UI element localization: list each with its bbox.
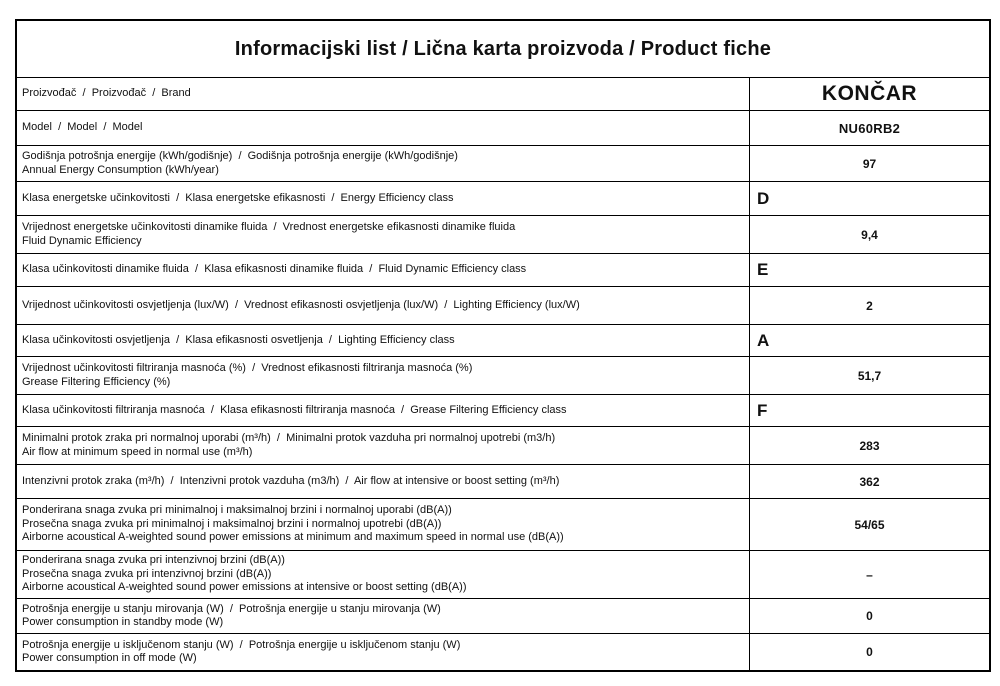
table-row-title: [17, 21, 989, 77]
label-line: Potrošnja energije u isključenom stanju (W) / Potrošnja energije u isključenom stanju (W): [22, 638, 461, 651]
table-row-model: [17, 110, 989, 145]
label-line: Prosečna snaga zvuka pri minimalnoj i maksimalnoj brzini i normalnoj upotrebi (dB(A)): [22, 517, 442, 530]
label-line: Potrošnja energije u stanju mirovanja (W) / Potrošnja energije u stanju mirovanja (W): [22, 602, 441, 615]
table-row-standby-power: [17, 598, 989, 633]
label-line: Klasa učinkovitosti osvjetljenja / Klasa efikasnosti osvetljenja / Lighting Efficiency class: [22, 333, 455, 346]
label-line: Fluid Dynamic Efficiency: [22, 234, 142, 247]
label-line: Intenzivni protok zraka (m³/h) / Intenzivni protok vazduha (m3/h) / Air flow at intensive or boost setting (m³/h): [22, 474, 560, 487]
product-fiche-table: [15, 19, 991, 672]
row-label: [17, 634, 749, 670]
label-line: Annual Energy Consumption (kWh/year): [22, 163, 219, 176]
row-label: [17, 78, 749, 110]
off-power-value: 0: [749, 634, 989, 670]
label-line: Airborne acoustical A-weighted sound power emissions at minimum and maximum speed in normal use (dB(A)): [22, 531, 564, 544]
table-row-fde-value: [17, 215, 989, 253]
fde-class-value: E: [749, 254, 989, 286]
table-row-lighting-value: [17, 286, 989, 324]
label-line: Air flow at minimum speed in normal use (m³/h): [22, 445, 253, 458]
label-line: Klasa energetske učinkovitosti / Klasa energetske efikasnosti / Energy Efficiency class: [22, 191, 454, 204]
table-row-energy-class: [17, 181, 989, 215]
sound-normal-value: 54/65: [749, 499, 989, 550]
row-label: [17, 325, 749, 356]
sound-intensive-value: –: [749, 551, 989, 598]
table-row-annual-energy: [17, 145, 989, 181]
label-line: Vrijednost učinkovitosti osvjetljenja (lux/W) / Vrednost efikasnosti osvjetljenja (lux/W) / Lighting Efficiency (lux/W): [22, 298, 580, 311]
table-row-lighting-class: [17, 324, 989, 356]
label-line: Ponderirana snaga zvuka pri intenzivnoj brzini (dB(A)): [22, 554, 285, 567]
row-label: [17, 146, 749, 181]
label-line: Proizvođač / Proizvođač / Brand: [22, 87, 191, 100]
lighting-value: 2: [749, 287, 989, 324]
label-line: Vrijednost energetske učinkovitosti dinamike fluida / Vrednost energetske efikasnosti dinamike fluida: [22, 221, 516, 233]
model-value: NU60RB2: [749, 111, 989, 145]
table-row-sound-intensive: [17, 550, 989, 598]
airflow-intensive-value: 362: [749, 465, 989, 498]
annual-energy-value: 97: [749, 146, 989, 181]
label-line: Minimalni protok zraka pri normalnoj uporabi (m³/h) / Minimalni protok vazduha pri normalnoj upotrebi (m3/h): [22, 432, 556, 444]
label-line: Vrijednost učinkovitosti filtriranja masnoća (%) / Vrednost efikasnosti filtriranja masnoća (%): [22, 362, 473, 374]
table-row-airflow-min: [17, 426, 989, 464]
energy-class-value: D: [749, 182, 989, 215]
label-line: Prosečna snaga zvuka pri intenzivnoj brzini (dB(A)): [22, 567, 272, 580]
table-row-off-power: [17, 633, 989, 670]
airflow-min-value: 283: [749, 427, 989, 464]
table-row-grease-class: [17, 394, 989, 426]
brand-value: KONČAR: [749, 78, 989, 110]
label-line: Ponderirana snaga zvuka pri minimalnoj i maksimalnoj brzini i normalnoj uporabi (dB(A)): [22, 504, 452, 517]
grease-class-value: F: [749, 395, 989, 426]
label-line: Grease Filtering Efficiency (%): [22, 375, 171, 388]
row-label: [17, 357, 749, 394]
row-label: [17, 216, 749, 253]
label-line: Godišnja potrošnja energije (kWh/godišnje) / Godišnja potrošnja energije (kWh/godišnje): [22, 150, 458, 162]
label-line: Airborne acoustical A-weighted sound power emissions at intensive or boost setting (dB(A)): [22, 581, 467, 594]
fde-value: 9,4: [749, 216, 989, 253]
row-label: [17, 599, 749, 633]
grease-value: 51,7: [749, 357, 989, 394]
row-label: [17, 427, 749, 464]
label-line: Klasa učinkovitosti filtriranja masnoća / Klasa efikasnosti filtriranja masnoća / Grease Filtering Efficiency class: [22, 403, 567, 416]
row-label: [17, 182, 749, 215]
row-label: [17, 551, 749, 598]
table-row-fde-class: [17, 253, 989, 286]
label-line: Power consumption in off mode (W): [22, 652, 197, 664]
row-label: [17, 395, 749, 426]
row-label: [17, 465, 749, 498]
row-label: [17, 287, 749, 324]
row-label: [17, 111, 749, 145]
row-label: [17, 254, 749, 286]
row-label: [17, 499, 749, 550]
table-row-airflow-intensive: [17, 464, 989, 498]
label-line: Klasa učinkovitosti dinamike fluida / Klasa efikasnosti dinamike fluida / Fluid Dynamic Efficiency class: [22, 263, 527, 276]
table-row-grease-value: [17, 356, 989, 394]
label-line: Model / Model / Model: [22, 121, 143, 134]
standby-power-value: 0: [749, 599, 989, 633]
page-title: Informacijski list / Lična karta proizvoda / Product fiche: [234, 37, 772, 60]
label-line: Power consumption in standby mode (W): [22, 616, 224, 628]
table-row-brand: [17, 77, 989, 110]
lighting-class-value: A: [749, 325, 989, 356]
table-row-sound-normal: [17, 498, 989, 550]
